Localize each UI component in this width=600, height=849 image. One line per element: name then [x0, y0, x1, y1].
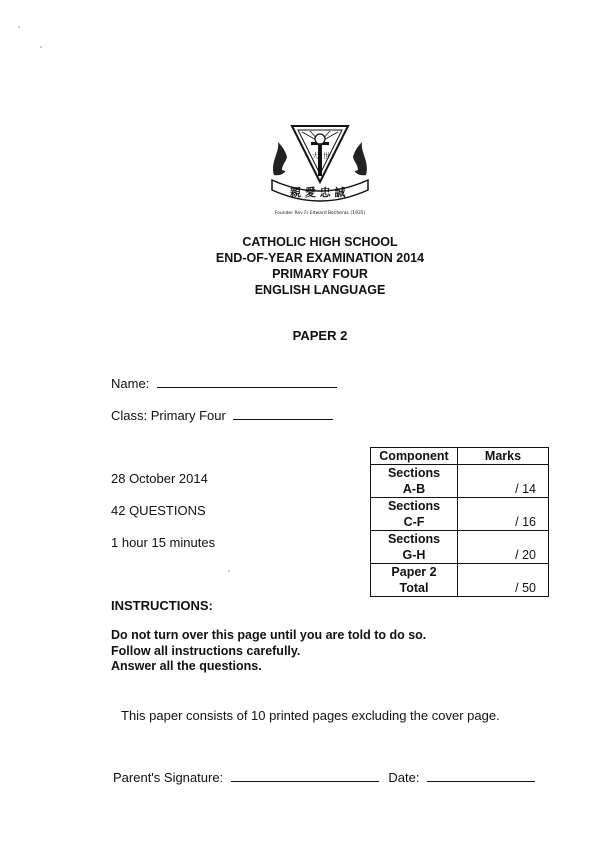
page-count-note: This paper consists of 10 printed pages excluding the cover page.: [121, 708, 500, 723]
marks-table: [370, 447, 549, 597]
marks-cell: / 16: [458, 498, 549, 531]
exam-date: 28 October 2014: [111, 471, 208, 486]
exam-duration: 1 hour 15 minutes: [111, 535, 216, 550]
marks-header: Marks: [458, 448, 549, 465]
svg-text:世: 世: [323, 152, 330, 160]
class-line: [233, 419, 333, 420]
scan-speck: [228, 570, 230, 572]
paper-title: PAPER 2: [292, 328, 348, 343]
component-line2: C-F: [403, 515, 425, 529]
marks-cell: / 14: [458, 465, 549, 498]
svg-text:親 愛 忠 誠: 親 愛 忠 誠: [290, 186, 346, 199]
svg-text:Founder Rev Fr Edward Becheras: Founder Rev Fr Edward Becheras (1935): [274, 211, 366, 216]
instruction-line: Do not turn over this page until you are told to do so.: [111, 628, 427, 642]
signature-row: [113, 770, 535, 785]
name-label: Name:: [111, 376, 150, 391]
class-label: Class: Primary Four: [111, 408, 226, 423]
table-row: [371, 465, 549, 498]
table-row: [371, 564, 549, 597]
instructions-title: INSTRUCTIONS:: [111, 598, 213, 613]
parent-signature-label: Parent's Signature:: [113, 770, 224, 785]
subject-title: ENGLISH LANGUAGE: [254, 283, 386, 297]
marks-cell: / 20: [458, 531, 549, 564]
component-line1: Sections: [387, 466, 441, 480]
scan-speck: [40, 46, 42, 48]
instruction-line: Answer all the questions.: [111, 659, 262, 673]
component-line2: G-H: [402, 548, 426, 562]
table-row: [371, 498, 549, 531]
table-row: [371, 531, 549, 564]
exam-title: END-OF-YEAR EXAMINATION 2014: [215, 251, 425, 265]
level-title: PRIMARY FOUR: [272, 267, 368, 281]
scan-speck: [18, 26, 20, 28]
component-line1: Paper 2: [391, 565, 437, 579]
marks-table-header: [371, 448, 549, 465]
date-line: [427, 781, 535, 782]
component-line2: A-B: [402, 482, 426, 496]
component-header: Component: [371, 448, 458, 465]
name-field: [111, 376, 337, 391]
parent-signature-line: [231, 781, 379, 782]
instruction-line: Follow all instructions carefully.: [111, 643, 301, 658]
component-line1: Sections: [387, 532, 441, 546]
school-name: CATHOLIC HIGH SCHOOL: [242, 235, 398, 249]
component-line2: Total: [399, 581, 429, 595]
svg-text:大: 大: [312, 152, 319, 160]
school-crest-logo: [268, 120, 372, 216]
component-line1: Sections: [387, 499, 441, 513]
question-count: 42 QUESTIONS: [111, 503, 206, 518]
class-field: [111, 408, 333, 423]
name-line: [157, 387, 337, 388]
date-label: Date:: [388, 770, 420, 785]
marks-cell: / 50: [458, 564, 549, 597]
instructions-list: [111, 628, 426, 675]
